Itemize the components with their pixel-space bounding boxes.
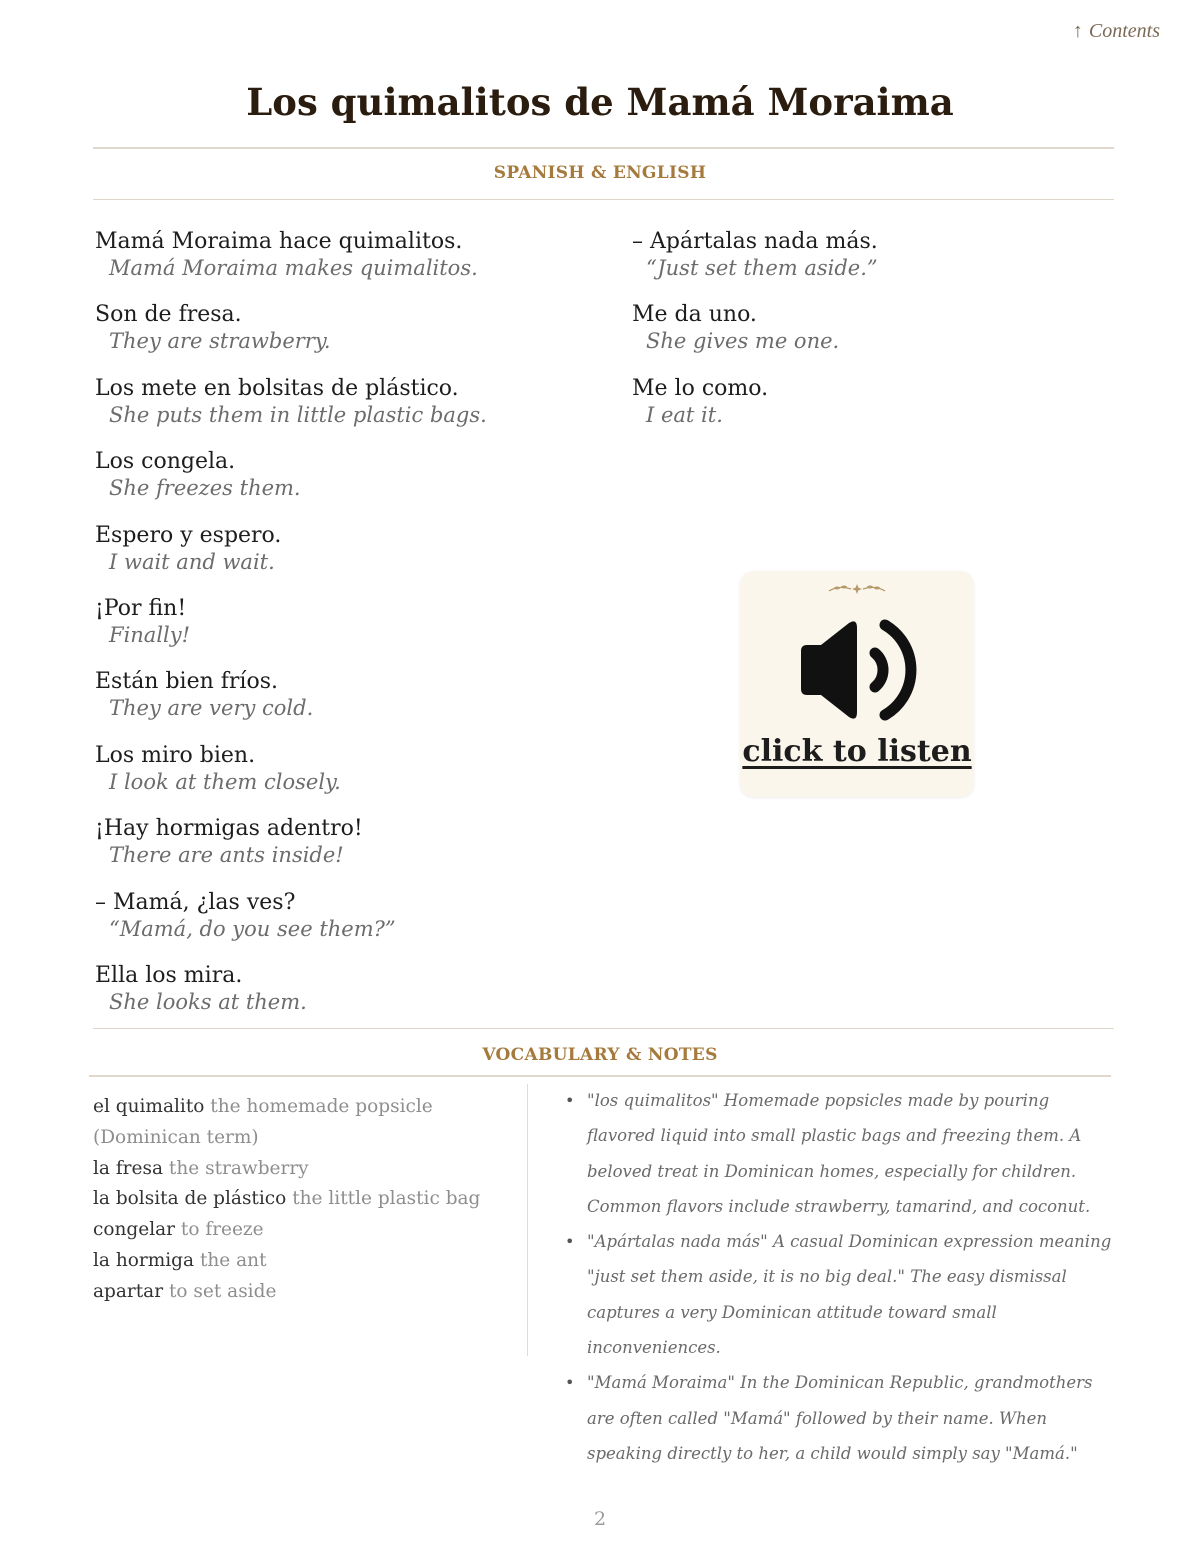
page-number: 2 <box>593 1508 607 1530</box>
vocab-term: la hormiga <box>93 1249 195 1271</box>
vocab-gloss: the little plastic bag <box>292 1188 481 1210</box>
spanish-line: Los congela. <box>95 449 236 475</box>
vocab-gloss: the strawberry <box>168 1157 309 1179</box>
vocab-item <box>93 1184 513 1215</box>
note-item: • "Mamá Moraima" In the Dominican Republic, grandmothers are often called "Mamá" followed by their name. When speaking directly to her, a child would simply say "Mamá." <box>565 1365 1113 1471</box>
story-line <box>95 375 615 448</box>
english-translation: There are ants inside! <box>109 843 344 868</box>
vocab-term: congelar <box>93 1219 175 1241</box>
vocab-term: el quimalito <box>93 1096 205 1117</box>
note-item: • "los quimalitos" Homemade popsicles made by pouring flavored liquid into small plastic bags and freezing them. A beloved treat in Dominican homes, especially for children. Common flavors include strawberry, tamarind, and coconut. <box>565 1083 1113 1224</box>
spanish-line: Son de fresa. <box>95 302 242 328</box>
up-arrow-icon: ↑ <box>1072 20 1083 42</box>
story-line <box>95 595 615 668</box>
spanish-line: Espero y espero. <box>95 522 282 548</box>
ornament-icon <box>740 582 974 600</box>
story-line <box>632 375 1112 448</box>
note-item: • "Apártalas nada más" A casual Dominican expression meaning "just set them aside, it is no big deal." The easy dismissal captures a very Dominican attitude toward small inconveniences. <box>565 1224 1113 1365</box>
english-translation: She looks at them. <box>109 989 307 1014</box>
english-translation: They are strawberry. <box>109 329 331 354</box>
story-line <box>95 228 615 301</box>
contents-link[interactable] <box>1073 20 1160 43</box>
english-translation: I wait and wait. <box>109 549 275 574</box>
spanish-line: – Mamá, ¿las ves? <box>95 889 296 915</box>
listen-audio-button[interactable] <box>740 571 974 797</box>
divider <box>93 199 1114 200</box>
vocab-term: apartar <box>93 1280 164 1302</box>
divider <box>93 147 1114 149</box>
story-line <box>632 228 1112 301</box>
speaker-icon <box>795 615 919 725</box>
english-translation: They are very cold. <box>109 696 314 721</box>
listen-label: click to listen <box>742 734 972 769</box>
vocab-item <box>93 1154 513 1185</box>
story-column-right <box>632 228 1112 448</box>
story-line <box>95 522 615 595</box>
story-line <box>95 742 615 815</box>
story-line <box>95 962 615 1035</box>
story-line <box>95 668 615 741</box>
vocab-item <box>93 1215 513 1246</box>
spanish-line: – Apártalas nada más. <box>632 229 878 254</box>
vocab-gloss: the ant <box>199 1249 267 1271</box>
story-column-left <box>95 228 615 1035</box>
vocab-gloss: the homemade popsicle (Dominican term) <box>93 1096 433 1148</box>
story-line <box>95 301 615 374</box>
english-translation: “Just set them aside.” <box>646 256 878 280</box>
english-translation: Finally! <box>109 622 191 647</box>
spanish-line: Están bien fríos. <box>95 669 278 695</box>
vocabulary-list <box>93 1092 513 1308</box>
vocab-term: la fresa <box>93 1157 163 1179</box>
section-heading-vocab: VOCABULARY & NOTES <box>482 1045 718 1065</box>
divider <box>89 1075 1111 1077</box>
vocab-item <box>93 1277 513 1308</box>
english-translation: “Mamá, do you see them?” <box>109 916 396 941</box>
spanish-line: ¡Hay hormigas adentro! <box>95 816 363 842</box>
page-title: Los quimalitos de Mamá Moraima <box>246 80 954 124</box>
english-translation: She puts them in little plastic bags. <box>109 402 487 427</box>
column-divider <box>527 1084 528 1356</box>
spanish-line: ¡Por fin! <box>95 595 187 621</box>
english-translation: She gives me one. <box>646 329 840 354</box>
english-translation: Mamá Moraima makes quimalitos. <box>109 256 478 280</box>
divider <box>93 1028 1114 1029</box>
spanish-line: Los miro bien. <box>95 742 256 768</box>
story-line <box>95 815 615 888</box>
english-translation: I eat it. <box>646 402 723 427</box>
spanish-line: Me lo como. <box>632 375 769 401</box>
spanish-line: Ella los mira. <box>95 962 243 988</box>
vocab-item <box>93 1092 513 1154</box>
spanish-line: Los mete en bolsitas de plástico. <box>95 375 459 401</box>
vocab-gloss: to set aside <box>168 1280 277 1302</box>
vocab-term: la bolsita de plástico <box>93 1188 287 1210</box>
section-heading-bilingual: SPANISH & ENGLISH <box>493 163 707 183</box>
story-line <box>95 889 615 962</box>
english-translation: I look at them closely. <box>109 769 341 794</box>
vocab-item <box>93 1246 513 1277</box>
spanish-line: Me da uno. <box>632 302 757 328</box>
notes-list <box>565 1083 1113 1471</box>
story-line <box>95 448 615 521</box>
english-translation: She freezes them. <box>109 476 301 501</box>
story-line <box>632 301 1112 374</box>
contents-label: Contents <box>1088 20 1160 42</box>
vocab-gloss: to freeze <box>180 1219 264 1241</box>
spanish-line: Mamá Moraima hace quimalitos. <box>95 229 463 254</box>
